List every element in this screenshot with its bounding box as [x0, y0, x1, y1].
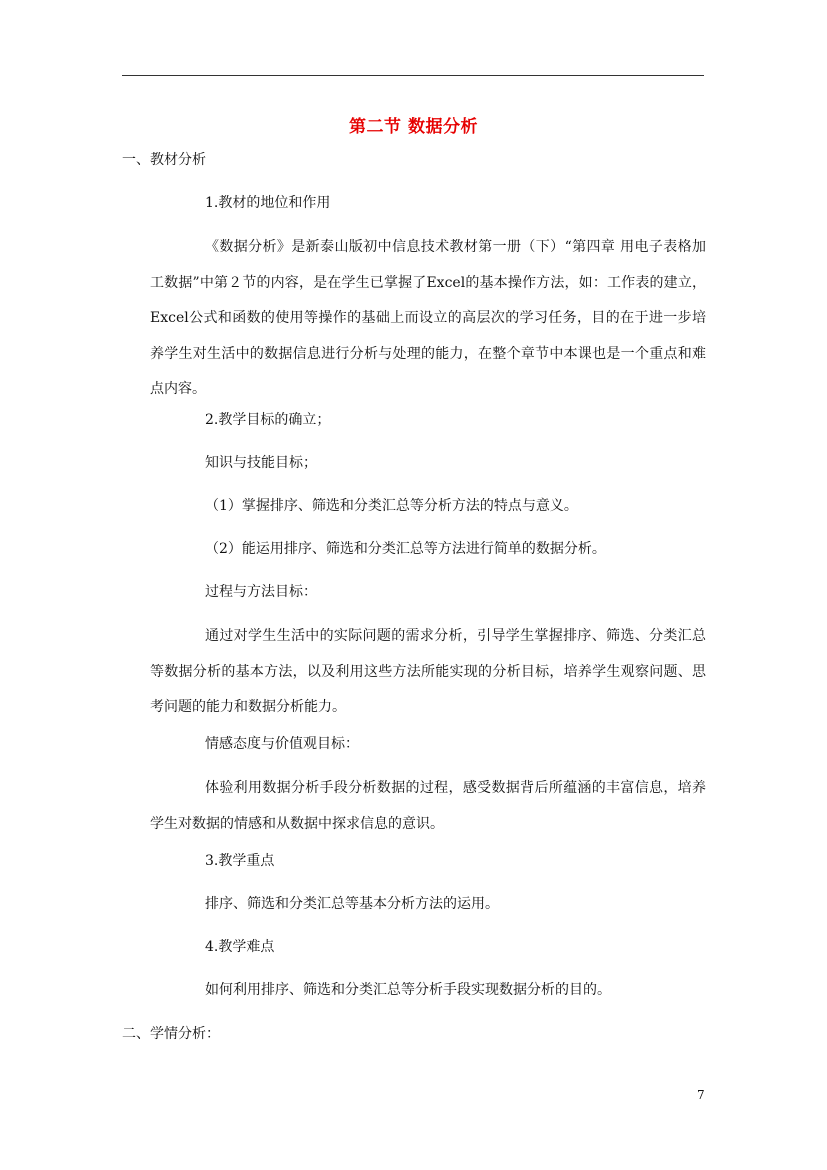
goal-item-2: （2）能运用排序、筛选和分类汇总等方法进行简单的数据分析。 [205, 541, 606, 557]
goal-item-1: （1）掌握排序、筛选和分类汇总等分析方法的特点与意义。 [205, 498, 578, 514]
paragraph-textbook-role: 《数据分析》是新泰山版初中信息技术教材第一册（下）“第四章 用电子表格加工数据”中第２节的内容，是在学生已掌握了Excel的基本操作方法，如：工作表的建立，Excel公式和函数的使用等操作的基础上而设立的高层次的学习任务，目的在于进一步培养学生对生活中的数据信息进行分析与处理的能力，在整个章节中本课也是一个重点和难点内容。 [150, 239, 706, 397]
section-heading-textbook-analysis: 一、教材分析 [122, 152, 206, 168]
section-heading-learner-analysis: 二、学情分析： [122, 1026, 220, 1042]
knowledge-skill-goal-label: 知识与技能目标； [205, 455, 317, 471]
process-method-goal-label: 过程与方法目标： [205, 584, 317, 600]
page-title: 第二节 数据分析 [349, 117, 478, 137]
subheading-teaching-goals: 2.教学目标的确立； [205, 412, 331, 428]
subheading-status-role: 1.教材的地位和作用 [205, 195, 331, 211]
emotion-attitude-goal-label: 情感态度与价值观目标： [205, 736, 359, 752]
teaching-difficulty-text: 如何利用排序、筛选和分类汇总等分析手段实现数据分析的目的。 [205, 982, 611, 998]
header-rule [122, 75, 704, 76]
paragraph-emotion-attitude: 体验利用数据分析手段分析数据的过程，感受数据背后所蕴涵的丰富信息，培养学生对数据的情感和从数据中探求信息的意识。 [150, 780, 706, 832]
teaching-key-text: 排序、筛选和分类汇总等基本分析方法的运用。 [205, 896, 499, 912]
page-number: 7 [697, 1088, 705, 1102]
subheading-teaching-key: 3.教学重点 [205, 853, 275, 869]
paragraph-process-method: 通过对学生生活中的实际问题的需求分析，引导学生掌握排序、筛选、分类汇总等数据分析的基本方法，以及利用这些方法所能实现的分析目标，培养学生观察问题、思考问题的能力和数据分析能力。 [150, 628, 706, 715]
subheading-teaching-difficulty: 4.教学难点 [205, 939, 275, 955]
